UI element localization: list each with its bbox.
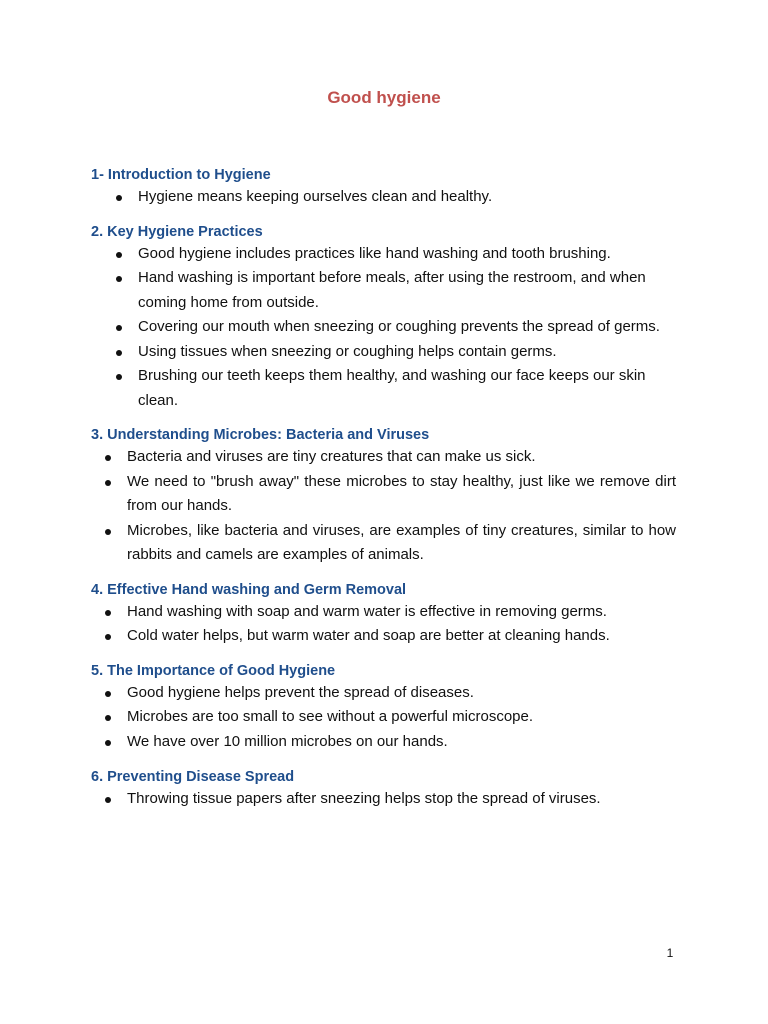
list-item: [91, 266, 676, 315]
section-heading-hand-washing: 4. Effective Hand washing and Germ Removal: [91, 581, 407, 598]
list-item-text: Hand washing with soap and warm water is effective in removing germs.: [127, 602, 607, 620]
document-body: [91, 165, 676, 812]
list-item: [91, 470, 676, 519]
list-item-text: Brushing our teeth keeps them healthy, and washing our face keeps our skin clean.: [138, 367, 646, 409]
list-item-text: Bacteria and viruses are tiny creatures that can make us sick.: [127, 448, 536, 465]
bullet-icon: [105, 691, 111, 697]
section-heading-introduction: 1- Introduction to Hygiene: [91, 167, 271, 183]
bullet-icon: [116, 374, 122, 380]
page-number: 1: [666, 946, 674, 960]
list-item: [91, 787, 676, 812]
list-item: [91, 340, 676, 365]
list-item: [91, 364, 676, 413]
section-heading-disease-spread: 6. Preventing Disease Spread: [91, 769, 295, 785]
list-item: [91, 242, 676, 267]
bullet-icon: [105, 797, 111, 803]
section-heading-microbes: 3. Understanding Microbes: Bacteria and Viruses: [91, 427, 430, 443]
bullet-icon: [105, 610, 111, 616]
list-item-text: Good hygiene includes practices like hand washing and tooth brushing.: [138, 244, 611, 262]
list-item-text: Hygiene means keeping ourselves clean and healthy.: [138, 188, 493, 205]
bullet-icon: [105, 634, 111, 640]
bullet-icon: [116, 252, 122, 258]
list-item: [91, 519, 676, 568]
list-item-text: We have over 10 million microbes on our hands.: [127, 732, 448, 750]
list-item: [91, 681, 676, 706]
list-item: [91, 315, 676, 340]
bullet-icon: [105, 740, 111, 746]
section-list-key-practices: [91, 242, 676, 414]
list-item-text: Using tissues when sneezing or coughing helps contain germs.: [138, 342, 557, 360]
list-item: [91, 445, 676, 470]
list-item-text: Hand washing is important before meals, after using the restroom, and when coming home from outside.: [138, 269, 646, 311]
list-item: [91, 600, 676, 625]
document-title: Good hygiene: [327, 88, 441, 107]
list-item-text: Good hygiene helps prevent the spread of diseases.: [127, 683, 474, 701]
list-item: [91, 730, 676, 755]
bullet-icon: [105, 529, 111, 535]
section-heading-key-practices: 2. Key Hygiene Practices: [91, 223, 263, 240]
list-item: [91, 624, 676, 649]
list-item: [91, 185, 676, 210]
section-list-hand-washing: [91, 600, 676, 649]
list-item-text: Microbes, like bacteria and viruses, are examples of tiny creatures, similar to how rabbits and camels are examples of animals.: [127, 521, 676, 563]
section-list-introduction: [91, 185, 676, 210]
list-item-text: Cold water helps, but warm water and soap are better at cleaning hands.: [127, 627, 610, 644]
bullet-icon: [116, 276, 122, 282]
bullet-icon: [105, 455, 111, 461]
bullet-icon: [105, 715, 111, 721]
list-item: [91, 705, 676, 730]
list-item-text: Throwing tissue papers after sneezing helps stop the spread of viruses.: [127, 790, 601, 807]
bullet-icon: [116, 325, 122, 331]
bullet-icon: [105, 480, 111, 486]
section-heading-importance: 5. The Importance of Good Hygiene: [91, 662, 336, 679]
bullet-icon: [116, 195, 122, 201]
section-list-importance: [91, 681, 676, 755]
list-item-text: Covering our mouth when sneezing or coughing prevents the spread of germs.: [138, 318, 660, 335]
bullet-icon: [116, 350, 122, 356]
list-item-text: Microbes are too small to see without a powerful microscope.: [127, 708, 534, 725]
section-list-microbes: [91, 445, 676, 568]
section-list-disease-spread: [91, 787, 676, 812]
list-item-text: We need to "brush away" these microbes to stay healthy, just like we remove dirt from our hands.: [127, 472, 676, 514]
